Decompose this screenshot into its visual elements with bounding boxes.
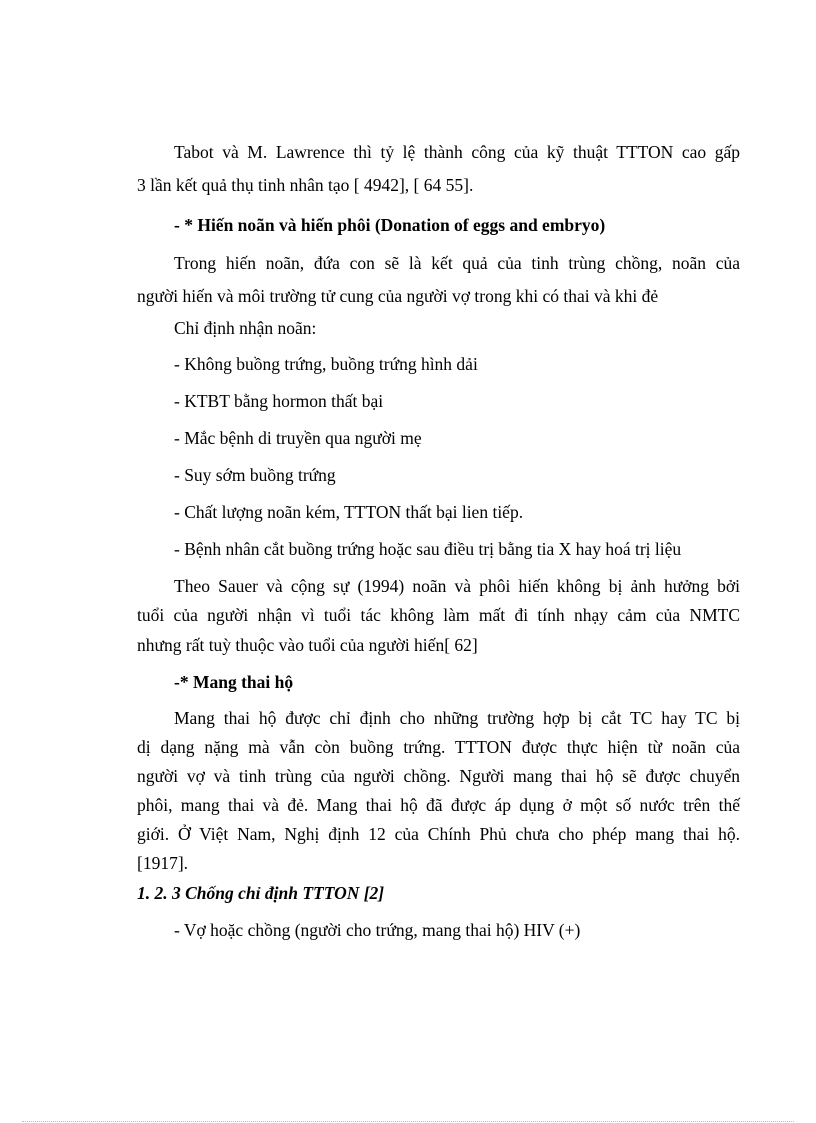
section-heading: 1. 2. 3 Chống chỉ định TTTON [2] xyxy=(137,883,385,903)
paragraph-line: người vợ và tinh trùng của người chồng. Người mang thai hộ sẽ được chuyển xyxy=(137,766,740,786)
paragraph-line: phôi, mang thai và đẻ. Mang thai hộ đã được áp dụng ở một số nước trên thế xyxy=(137,795,740,815)
list-item: - Bệnh nhân cắt buồng trứng hoặc sau điều trị bằng tia X hay hoá trị liệu xyxy=(174,539,682,559)
paragraph-line: Theo Sauer và cộng sự (1994) noãn và phôi hiến không bị ảnh hưởng bởi xyxy=(174,576,740,596)
paragraph-line: [1917]. xyxy=(137,853,189,873)
list-item: - Mắc bệnh di truyền qua người mẹ xyxy=(174,428,422,448)
list-item: - Vợ hoặc chồng (người cho trứng, mang thai hộ) HIV (+) xyxy=(174,920,581,940)
list-item: - Không buồng trứng, buồng trứng hình dải xyxy=(174,354,478,374)
paragraph-line: Mang thai hộ được chỉ định cho những trường hợp bị cắt TC hay TC bị xyxy=(174,708,740,728)
paragraph-line: nhưng rất tuỳ thuộc vào tuổi của người hiến[ 62] xyxy=(137,635,478,655)
paragraph-line: người hiến và môi trường tử cung của người vợ trong khi có thai và khi đẻ xyxy=(137,286,659,306)
paragraph-line: giới. Ở Việt Nam, Nghị định 12 của Chính Phủ chưa cho phép mang thai hộ. xyxy=(137,824,740,844)
list-item: - Suy sớm buồng trứng xyxy=(174,465,336,485)
list-item: - Chất lượng noãn kém, TTTON thất bại lien tiếp. xyxy=(174,502,524,522)
indications-label: Chỉ định nhận noãn: xyxy=(174,318,317,338)
paragraph-line: Trong hiến noãn, đứa con sẽ là kết quả của tinh trùng chồng, noãn của xyxy=(174,253,740,273)
subheading-donation: - * Hiến noãn và hiến phôi (Donation of eggs and embryo) xyxy=(174,215,606,235)
paragraph-line: tuổi của người nhận vì tuổi tác không làm mất đi tính nhạy cảm của NMTC xyxy=(137,605,740,625)
paragraph-line: Tabot và M. Lawrence thì tỷ lệ thành công của kỹ thuật TTTON cao gấp xyxy=(174,142,740,162)
page-footer-divider xyxy=(22,1121,794,1122)
paragraph-line: dị dạng nặng mà vẫn còn buồng trứng. TTTON được thực hiện từ noãn của xyxy=(137,737,740,757)
list-item: - KTBT bằng hormon thất bại xyxy=(174,391,384,411)
paragraph-line: 3 lần kết quả thụ tinh nhân tạo [ 4942], [ 64 55]. xyxy=(137,175,474,195)
subheading-surrogacy: -* Mang thai hộ xyxy=(174,672,294,692)
